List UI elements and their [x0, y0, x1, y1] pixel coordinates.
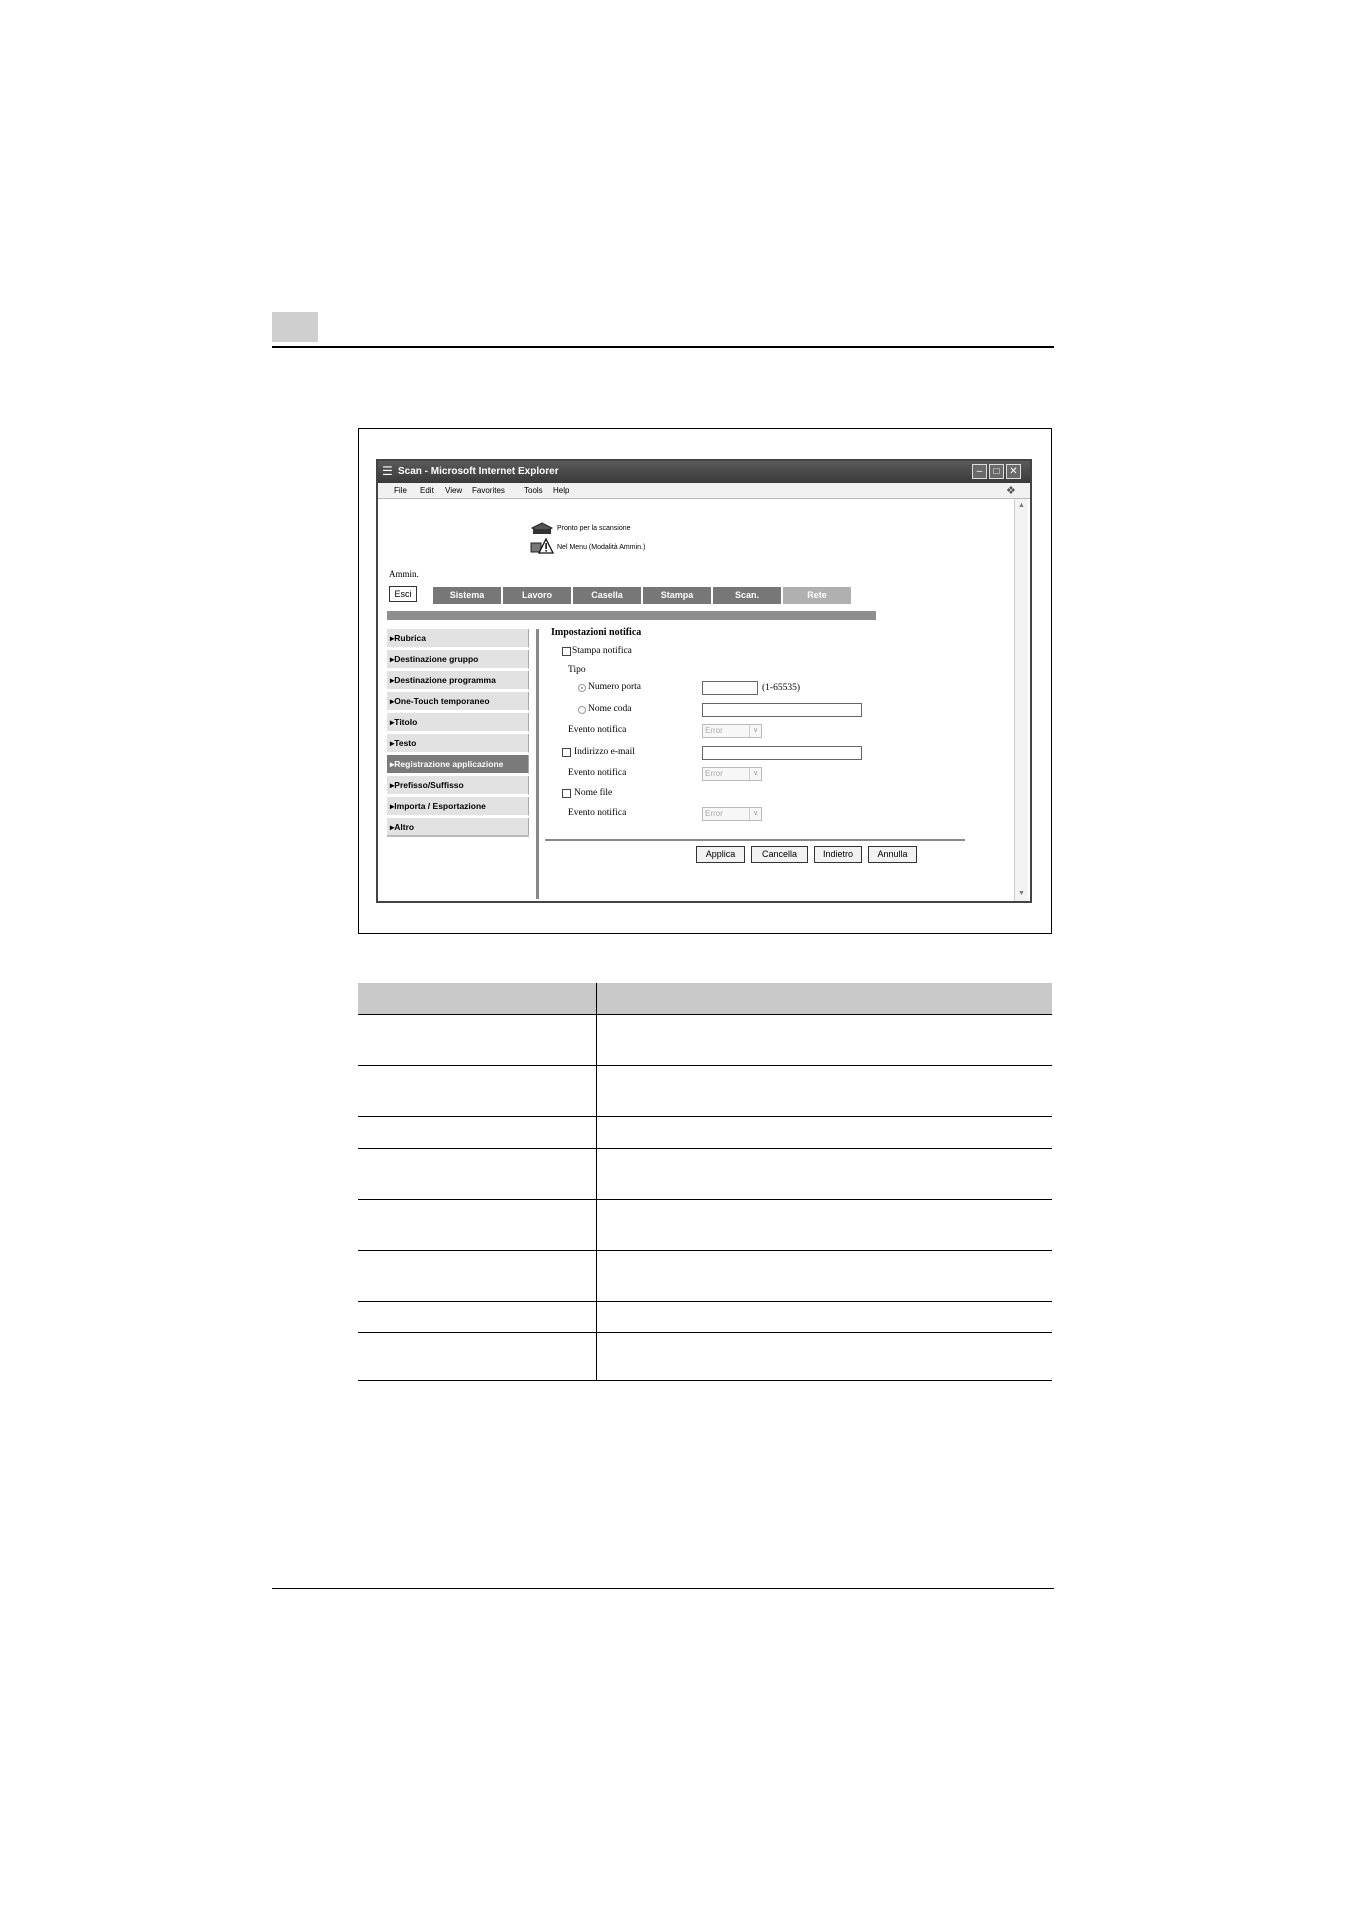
tab-scan[interactable]: Scan.: [713, 587, 781, 604]
email-address-input[interactable]: [702, 746, 862, 760]
queue-name-input[interactable]: [702, 703, 862, 717]
menu-view[interactable]: View: [445, 486, 463, 495]
sidebar-bottom-rule: [387, 835, 529, 837]
menu-tools[interactable]: Tools: [524, 486, 543, 495]
notify-event-select-2[interactable]: [702, 767, 762, 781]
header-rule: [272, 346, 1054, 348]
cancel-button[interactable]: Annulla: [868, 846, 917, 863]
table-row: [358, 1116, 1052, 1117]
status-mode-text: Nel Menu (Modalità Ammin.): [557, 544, 646, 551]
file-name-label: Nome file: [574, 788, 613, 798]
menu-help[interactable]: Help: [553, 486, 570, 495]
print-notice-checkbox[interactable]: [562, 647, 571, 656]
table-row: [358, 1065, 1052, 1066]
table-row: [358, 1301, 1052, 1302]
ie-icon: ☰: [382, 464, 393, 478]
select-value: Error: [705, 726, 723, 735]
port-number-input[interactable]: [702, 681, 758, 695]
menu-favorites[interactable]: Favorites: [472, 486, 505, 495]
sidebar-item-label: Registrazione applicazione: [394, 759, 504, 769]
browser-menubar: [378, 483, 1030, 499]
notify-event-label-1: Evento notifica: [568, 725, 627, 735]
sidebar-item-testo[interactable]: ▸Testo: [387, 734, 529, 753]
file-name-checkbox[interactable]: [562, 789, 571, 798]
sidebar-item-altro[interactable]: ▸Altro: [387, 818, 529, 837]
sidebar-item-label: Destinazione gruppo: [394, 654, 479, 664]
notify-event-label-3: Evento notifica: [568, 808, 627, 818]
maximize-icon[interactable]: □: [989, 464, 1004, 479]
form-title: Impostazioni notifica: [551, 627, 642, 638]
sidebar-item-registrazione-applicazione[interactable]: ▸Registrazione applicazione: [387, 755, 529, 774]
back-button[interactable]: Indietro: [814, 846, 862, 863]
content-divider: [536, 629, 539, 899]
notify-event-label-2: Evento notifica: [568, 768, 627, 778]
tab-rete[interactable]: Rete: [783, 587, 851, 604]
sidebar-item-label: Prefisso/Suffisso: [394, 780, 464, 790]
table-row: [358, 1250, 1052, 1251]
clear-button[interactable]: Cancella: [751, 846, 808, 863]
print-notice-label: Stampa notifica: [572, 646, 632, 656]
notify-event-select-3[interactable]: [702, 807, 762, 821]
chevron-down-icon: ∨: [749, 808, 761, 820]
sidebar-item-titolo[interactable]: ▸Titolo: [387, 713, 529, 732]
chevron-down-icon: ∨: [749, 725, 761, 737]
type-label: Tipo: [568, 665, 586, 675]
footer-rule: [272, 1588, 1054, 1589]
sidebar-item-label: Testo: [394, 738, 417, 748]
table-row: [358, 1380, 1052, 1381]
sidebar-item-label: Importa / Esportazione: [394, 801, 486, 811]
tab-bar-underline: [387, 611, 876, 620]
sidebar-item-prefisso-suffisso[interactable]: ▸Prefisso/Suffisso: [387, 776, 529, 795]
sidebar-item-importa-esportazione[interactable]: ▸Importa / Esportazione: [387, 797, 529, 816]
notify-event-select-1[interactable]: [702, 724, 762, 738]
select-value: Error: [705, 809, 723, 818]
table-row: [358, 1199, 1052, 1200]
email-address-label: Indirizzo e-mail: [574, 747, 635, 757]
logout-button[interactable]: Esci: [389, 586, 417, 602]
select-value: Error: [705, 769, 723, 778]
tab-sistema[interactable]: Sistema: [433, 587, 501, 604]
sidebar-item-label: Rubrica: [394, 633, 426, 643]
tab-lavoro[interactable]: Lavoro: [503, 587, 571, 604]
queue-name-label: Nome coda: [588, 704, 632, 714]
table-row: [358, 1332, 1052, 1333]
queue-name-radio[interactable]: [578, 706, 586, 714]
windows-logo-icon: ❖: [1006, 485, 1016, 497]
sidebar-item-label: One-Touch temporaneo: [394, 696, 490, 706]
sidebar-item-one-touch[interactable]: ▸One-Touch temporaneo: [387, 692, 529, 711]
scanner-icon: [530, 520, 554, 537]
port-number-radio[interactable]: [578, 684, 586, 692]
tab-stampa[interactable]: Stampa: [643, 587, 711, 604]
minimize-icon[interactable]: –: [972, 464, 987, 479]
menu-file[interactable]: File: [394, 486, 407, 495]
table-column-divider: [596, 983, 597, 1381]
port-range-hint: (1-65535): [762, 683, 800, 693]
scroll-up-icon[interactable]: ▲: [1018, 502, 1025, 509]
status-ready-text: Pronto per la scansione: [557, 525, 631, 532]
table-header: [358, 983, 1052, 1014]
warning-icon: [530, 538, 554, 555]
chevron-down-icon: ∨: [749, 768, 761, 780]
port-number-label: Numero porta: [588, 682, 642, 692]
scroll-down-icon[interactable]: ▼: [1018, 890, 1025, 897]
browser-titlebar: [378, 461, 1030, 483]
form-bottom-rule: [545, 839, 965, 841]
admin-label: Ammin.: [389, 569, 419, 579]
sidebar-item-label: Titolo: [394, 717, 418, 727]
sidebar-item-destinazione-programma[interactable]: ▸Destinazione programma: [387, 671, 529, 690]
table-row: [358, 1148, 1052, 1149]
table-row: [358, 1014, 1052, 1015]
tab-casella[interactable]: Casella: [573, 587, 641, 604]
browser-title: Scan - Microsoft Internet Explorer: [398, 466, 559, 477]
sidebar-item-rubrica[interactable]: ▸Rubrica: [387, 629, 529, 648]
chapter-number-box: [272, 312, 318, 342]
sidebar-item-destinazione-gruppo[interactable]: ▸Destinazione gruppo: [387, 650, 529, 669]
email-address-checkbox[interactable]: [562, 748, 571, 757]
menu-edit[interactable]: Edit: [420, 486, 434, 495]
sidebar-item-label: Altro: [394, 822, 415, 832]
sidebar-item-label: Destinazione programma: [394, 675, 496, 685]
apply-button[interactable]: Applica: [696, 846, 745, 863]
browser-window: [376, 459, 1032, 903]
close-icon[interactable]: ✕: [1006, 464, 1021, 479]
vertical-scrollbar[interactable]: [1014, 499, 1028, 901]
